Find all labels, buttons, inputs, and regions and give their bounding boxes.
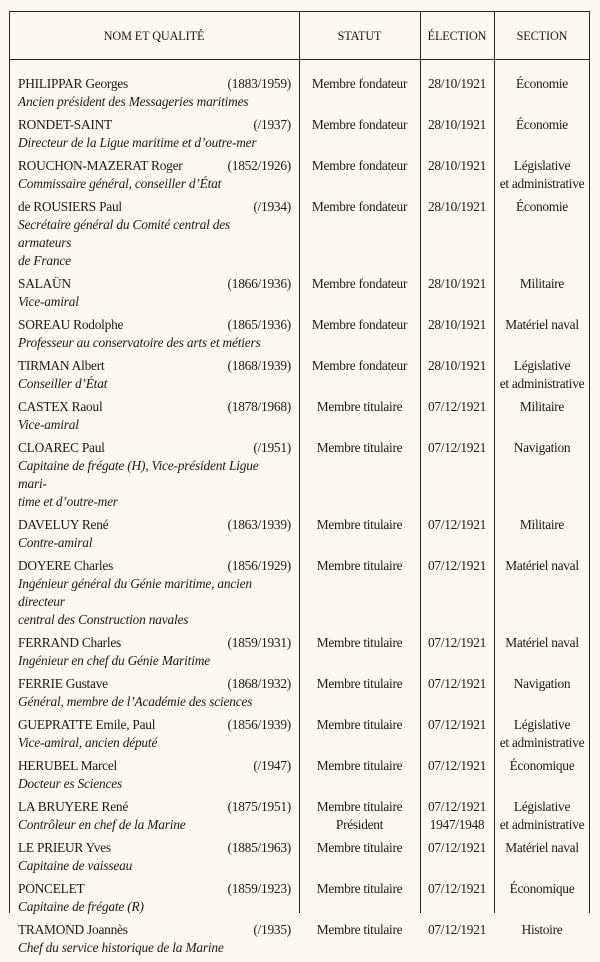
cell-section xyxy=(494,675,590,711)
cell-election xyxy=(420,557,494,629)
member-dates: (1856/1929) xyxy=(227,558,291,573)
table-row xyxy=(9,921,590,957)
cell-section xyxy=(494,716,590,752)
header-section: SECTION xyxy=(516,28,568,43)
name-line xyxy=(18,634,291,652)
section-value: Militaire xyxy=(519,276,565,291)
member-qualite: Contre-amiral xyxy=(18,535,93,550)
cell-name-qualite xyxy=(9,675,299,711)
cell-section xyxy=(494,439,590,511)
name-line xyxy=(18,716,291,734)
name-line xyxy=(18,675,291,693)
cell-name-qualite xyxy=(9,439,299,511)
member-name: PHILIPPAR Georges xyxy=(18,76,128,91)
cell-election xyxy=(420,157,494,193)
member-dates: (1866/1936) xyxy=(227,276,291,291)
cell-statut xyxy=(299,757,420,793)
statut-value: Président xyxy=(335,817,384,832)
member-name: DOYERE Charles xyxy=(18,558,114,573)
election-value: 28/10/1921 xyxy=(427,117,486,132)
cell-name-qualite xyxy=(9,757,299,793)
section-value: Économique xyxy=(509,758,575,773)
member-name: GUEPRATTE Emile, Paul xyxy=(18,717,156,732)
election-value: 07/12/1921 xyxy=(427,717,486,732)
statut-value: Membre fondateur xyxy=(311,158,408,173)
member-qualite: central des Construction navales xyxy=(18,612,189,627)
member-name: SOREAU Rodolphe xyxy=(18,317,124,332)
table-row xyxy=(9,675,590,711)
name-line xyxy=(18,921,291,939)
cell-statut xyxy=(299,921,420,957)
election-value: 07/12/1921 xyxy=(427,922,486,937)
section-value: Matériel naval xyxy=(505,635,579,650)
statut-value: Membre titulaire xyxy=(316,676,403,691)
name-line xyxy=(18,439,291,457)
cell-name-qualite xyxy=(9,921,299,957)
name-line xyxy=(18,798,291,816)
election-value: 07/12/1921 xyxy=(427,881,486,896)
member-qualite: Chef du service historique de la Marine xyxy=(18,940,224,955)
member-name: DAVELUY René xyxy=(18,517,109,532)
section-value: Législative xyxy=(513,717,571,732)
statut-value: Membre fondateur xyxy=(311,76,408,91)
member-name: RONDET-SAINT xyxy=(18,117,112,132)
member-qualite: Ingénieur en chef du Génie Maritime xyxy=(18,653,210,668)
member-dates: (1868/1939) xyxy=(227,358,291,373)
member-dates: (/1934) xyxy=(253,199,291,214)
statut-value: Membre fondateur xyxy=(311,117,408,132)
table-row xyxy=(9,516,590,552)
statut-value: Membre fondateur xyxy=(311,276,408,291)
member-qualite: Contrôleur en chef de la Marine xyxy=(18,817,186,832)
table-row xyxy=(9,634,590,670)
election-value: 07/12/1921 xyxy=(427,676,486,691)
name-line xyxy=(18,757,291,775)
cell-statut xyxy=(299,675,420,711)
member-name: TRAMOND Joannès xyxy=(18,922,128,937)
cell-election xyxy=(420,675,494,711)
cell-election xyxy=(420,716,494,752)
cell-section xyxy=(494,880,590,916)
cell-name-qualite xyxy=(9,275,299,311)
cell-name-qualite xyxy=(9,634,299,670)
table-header xyxy=(9,11,590,60)
section-value: et administrative xyxy=(499,817,585,832)
member-name: HERUBEL Marcel xyxy=(18,758,118,773)
cell-statut xyxy=(299,316,420,352)
cell-section xyxy=(494,75,590,111)
member-qualite: Vice-amiral, ancien député xyxy=(18,735,158,750)
cell-election xyxy=(420,516,494,552)
member-dates: (1852/1926) xyxy=(227,158,291,173)
cell-name-qualite xyxy=(9,880,299,916)
election-value: 28/10/1921 xyxy=(427,317,486,332)
member-qualite: Conseiller d’État xyxy=(18,376,108,391)
member-qualite: Capitaine de vaisseau xyxy=(18,858,133,873)
member-name: PONCELET xyxy=(18,881,85,896)
section-value: et administrative xyxy=(499,376,585,391)
member-name: CASTEX Raoul xyxy=(18,399,103,414)
election-value: 07/12/1921 xyxy=(427,758,486,773)
cell-statut xyxy=(299,557,420,629)
member-dates: (/1935) xyxy=(253,922,291,937)
table-row xyxy=(9,839,590,875)
table-row xyxy=(9,316,590,352)
section-value: Navigation xyxy=(513,440,571,455)
name-line xyxy=(18,357,291,375)
statut-value: Membre titulaire xyxy=(316,840,403,855)
election-value: 07/12/1921 xyxy=(427,440,486,455)
member-name: FERRIE Gustave xyxy=(18,676,108,691)
name-line xyxy=(18,516,291,534)
name-line xyxy=(18,398,291,416)
member-dates: (1856/1939) xyxy=(227,717,291,732)
statut-value: Membre titulaire xyxy=(316,922,403,937)
section-value: et administrative xyxy=(499,176,585,191)
cell-statut xyxy=(299,398,420,434)
election-value: 1947/1948 xyxy=(429,817,485,832)
cell-statut xyxy=(299,716,420,752)
cell-statut xyxy=(299,516,420,552)
table-row xyxy=(9,198,590,270)
cell-name-qualite xyxy=(9,398,299,434)
member-name: TIRMAN Albert xyxy=(18,358,105,373)
cell-section xyxy=(494,634,590,670)
cell-section xyxy=(494,157,590,193)
cell-statut xyxy=(299,439,420,511)
header-statut: STATUT xyxy=(337,28,382,43)
member-name: LA BRUYERE René xyxy=(18,799,129,814)
member-qualite: Ancien président des Messageries maritimes xyxy=(18,94,249,109)
statut-value: Membre titulaire xyxy=(316,799,403,814)
member-dates: (/1937) xyxy=(253,117,291,132)
cell-section xyxy=(494,557,590,629)
table-row xyxy=(9,116,590,152)
member-dates: (1859/1923) xyxy=(227,881,291,896)
election-value: 07/12/1921 xyxy=(427,558,486,573)
cell-election xyxy=(420,757,494,793)
member-dates: (1863/1939) xyxy=(227,517,291,532)
member-name: ROUCHON-MAZERAT Roger xyxy=(18,158,183,173)
statut-value: Membre fondateur xyxy=(311,199,408,214)
section-value: Économique xyxy=(509,881,575,896)
statut-value: Membre titulaire xyxy=(316,558,403,573)
table-row xyxy=(9,357,590,393)
cell-name-qualite xyxy=(9,716,299,752)
cell-election xyxy=(420,398,494,434)
name-line xyxy=(18,198,291,216)
cell-name-qualite xyxy=(9,75,299,111)
cell-section xyxy=(494,398,590,434)
section-value: Économie xyxy=(516,76,568,91)
election-value: 28/10/1921 xyxy=(427,158,486,173)
section-value: Navigation xyxy=(513,676,571,691)
cell-name-qualite xyxy=(9,516,299,552)
cell-statut xyxy=(299,634,420,670)
cell-election xyxy=(420,880,494,916)
member-dates: (/1951) xyxy=(253,440,291,455)
statut-value: Membre fondateur xyxy=(311,317,408,332)
name-line xyxy=(18,316,291,334)
cell-statut xyxy=(299,198,420,270)
member-qualite: Vice-amiral xyxy=(18,417,79,432)
cell-statut xyxy=(299,116,420,152)
header-election: ÉLECTION xyxy=(427,28,487,43)
statut-value: Membre titulaire xyxy=(316,635,403,650)
election-value: 07/12/1921 xyxy=(427,840,486,855)
statut-value: Membre titulaire xyxy=(316,399,403,414)
cell-name-qualite xyxy=(9,157,299,193)
section-value: Législative xyxy=(513,358,571,373)
table-row xyxy=(9,757,590,793)
table-body xyxy=(9,75,590,962)
table-row xyxy=(9,75,590,111)
section-value: Militaire xyxy=(519,517,565,532)
member-name: FERRAND Charles xyxy=(18,635,122,650)
cell-section xyxy=(494,757,590,793)
table-row xyxy=(9,798,590,834)
statut-value: Membre titulaire xyxy=(316,717,403,732)
cell-statut xyxy=(299,798,420,834)
name-line xyxy=(18,557,291,575)
section-value: Économie xyxy=(516,117,568,132)
section-value: Militaire xyxy=(519,399,565,414)
member-dates: (1868/1932) xyxy=(227,676,291,691)
member-dates: (1859/1931) xyxy=(227,635,291,650)
name-line xyxy=(18,880,291,898)
member-name: LE PRIEUR Yves xyxy=(18,840,111,855)
election-value: 07/12/1921 xyxy=(427,635,486,650)
section-value: Matériel naval xyxy=(505,317,579,332)
member-qualite: Directeur de la Ligue maritime et d’outre-mer xyxy=(18,135,257,150)
cell-statut xyxy=(299,357,420,393)
member-dates: (1875/1951) xyxy=(227,799,291,814)
member-qualite: Capitaine de frégate (H), Vice-président Ligue mari- xyxy=(18,458,259,491)
cell-election xyxy=(420,839,494,875)
statut-value: Membre titulaire xyxy=(316,758,403,773)
table-row xyxy=(9,716,590,752)
cell-statut xyxy=(299,75,420,111)
member-dates: (1878/1968) xyxy=(227,399,291,414)
table-row xyxy=(9,157,590,193)
election-value: 28/10/1921 xyxy=(427,199,486,214)
election-value: 28/10/1921 xyxy=(427,358,486,373)
cell-election xyxy=(420,116,494,152)
table-row xyxy=(9,557,590,629)
section-value: Histoire xyxy=(521,922,563,937)
statut-value: Membre titulaire xyxy=(316,517,403,532)
member-qualite: Capitaine de frégate (R) xyxy=(18,899,144,914)
table-row xyxy=(9,275,590,311)
cell-name-qualite xyxy=(9,116,299,152)
cell-section xyxy=(494,839,590,875)
member-qualite: time et d’outre-mer xyxy=(18,494,118,509)
member-dates: (1883/1959) xyxy=(227,76,291,91)
cell-section xyxy=(494,316,590,352)
cell-election xyxy=(420,439,494,511)
section-value: Législative xyxy=(513,158,571,173)
cell-section xyxy=(494,275,590,311)
member-name: de ROUSIERS Paul xyxy=(18,199,122,214)
section-value: Matériel naval xyxy=(505,558,579,573)
section-value: Économie xyxy=(516,199,568,214)
cell-election xyxy=(420,75,494,111)
cell-name-qualite xyxy=(9,557,299,629)
cell-statut xyxy=(299,880,420,916)
cell-section xyxy=(494,357,590,393)
cell-name-qualite xyxy=(9,357,299,393)
cell-name-qualite xyxy=(9,316,299,352)
table-row xyxy=(9,439,590,511)
election-value: 28/10/1921 xyxy=(427,76,486,91)
member-name: SALAÜN xyxy=(18,276,71,291)
cell-section xyxy=(494,198,590,270)
cell-section xyxy=(494,516,590,552)
cell-name-qualite xyxy=(9,198,299,270)
name-line xyxy=(18,116,291,134)
member-dates: (1885/1963) xyxy=(227,840,291,855)
name-line xyxy=(18,157,291,175)
cell-election xyxy=(420,198,494,270)
member-qualite: Docteur es Sciences xyxy=(18,776,123,791)
cell-election xyxy=(420,275,494,311)
member-dates: (1865/1936) xyxy=(227,317,291,332)
cell-section xyxy=(494,116,590,152)
cell-statut xyxy=(299,839,420,875)
member-name: CLOAREC Paul xyxy=(18,440,105,455)
statut-value: Membre titulaire xyxy=(316,881,403,896)
section-value: Matériel naval xyxy=(505,840,579,855)
cell-election xyxy=(420,634,494,670)
cell-election xyxy=(420,357,494,393)
election-value: 28/10/1921 xyxy=(427,276,486,291)
cell-statut xyxy=(299,157,420,193)
statut-value: Membre fondateur xyxy=(311,358,408,373)
election-value: 07/12/1921 xyxy=(427,399,486,414)
cell-statut xyxy=(299,275,420,311)
name-line xyxy=(18,839,291,857)
member-qualite: Vice-amiral xyxy=(18,294,79,309)
cell-election xyxy=(420,316,494,352)
member-qualite: Professeur au conservatoire des arts et métiers xyxy=(18,335,261,350)
header-name-qualite: NOM ET QUALITÉ xyxy=(103,28,205,43)
statut-value: Membre titulaire xyxy=(316,440,403,455)
name-line xyxy=(18,275,291,293)
member-dates: (/1947) xyxy=(253,758,291,773)
election-value: 07/12/1921 xyxy=(427,799,486,814)
member-qualite: Secrétaire général du Comité central des armateurs xyxy=(18,217,231,250)
member-qualite: Ingénieur général du Génie maritime, ancien directeur xyxy=(18,576,252,609)
section-value: Législative xyxy=(513,799,571,814)
name-line xyxy=(18,75,291,93)
cell-name-qualite xyxy=(9,839,299,875)
cell-section xyxy=(494,798,590,834)
member-qualite: Commissaire général, conseiller d’État xyxy=(18,176,222,191)
member-qualite: de France xyxy=(18,253,71,268)
cell-election xyxy=(420,921,494,957)
section-value: et administrative xyxy=(499,735,585,750)
cell-election xyxy=(420,798,494,834)
members-table xyxy=(9,11,590,955)
member-qualite: Général, membre de l’Académie des sciences xyxy=(18,694,253,709)
cell-section xyxy=(494,921,590,957)
cell-name-qualite xyxy=(9,798,299,834)
table-row xyxy=(9,880,590,916)
table-row xyxy=(9,398,590,434)
election-value: 07/12/1921 xyxy=(427,517,486,532)
